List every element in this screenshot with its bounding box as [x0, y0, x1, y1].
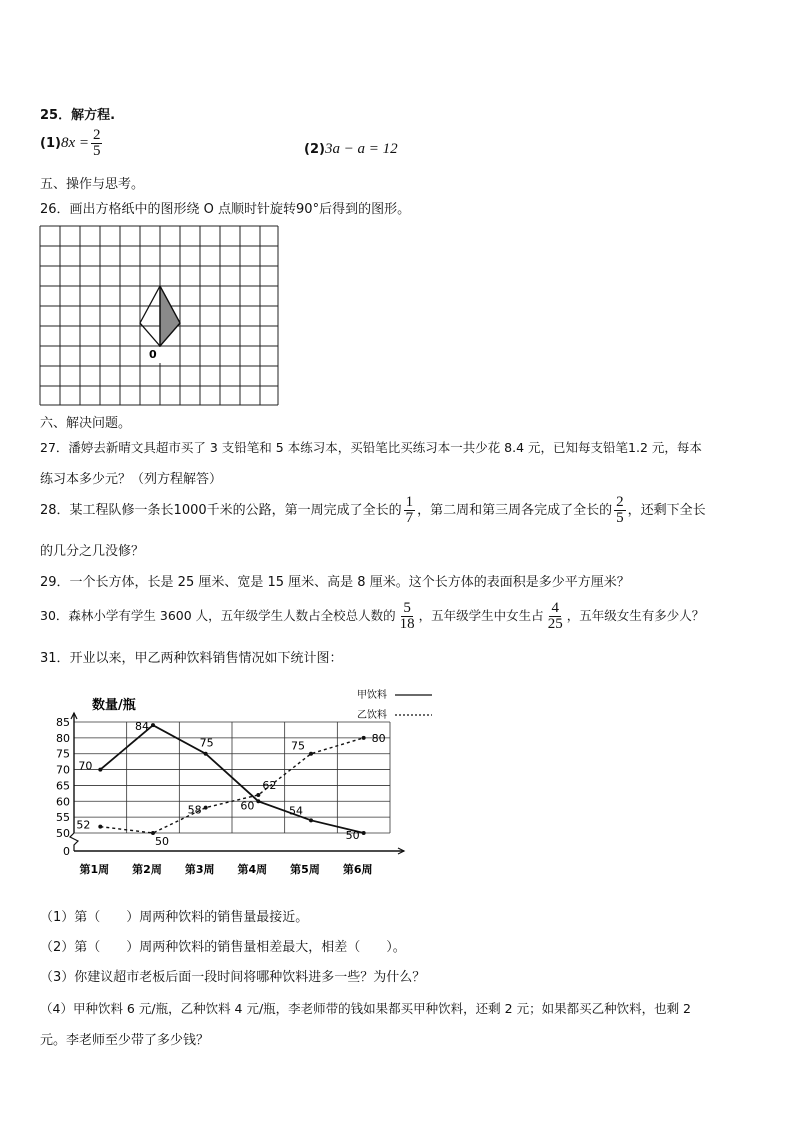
data-point — [204, 806, 208, 810]
q31-sub4-line2: 元。李老师至少带了多少钱？ — [40, 1033, 210, 1048]
section5-heading: 五、操作与思考。 — [40, 177, 145, 192]
data-point — [256, 799, 260, 803]
q31-sub4-line1: （4）甲种饮料 6 元/瓶，乙种饮料 4 元/瓶，李老师带的钱如果都买甲种饮料，还剩 2 元；如果都买乙种饮料，也剩 2 — [40, 1001, 692, 1016]
legend — [357, 688, 432, 721]
data-point — [151, 723, 155, 727]
chart-ylabel: 数量/瓶 — [92, 698, 136, 713]
data-label: 60 — [240, 799, 255, 813]
q30-line — [40, 601, 704, 632]
q26-text: 26．画出方格纸中的图形绕 O 点顺时针旋转90°后得到的图形。 — [40, 202, 411, 217]
y-tick-label: 60 — [56, 795, 70, 809]
q28-part-a: 28．某工程队修一条长1000千米的公路，第一周完成了全长的 — [40, 503, 402, 518]
x-tick-label: 第2周 — [132, 863, 162, 876]
data-point — [309, 818, 313, 822]
data-label: 80 — [371, 731, 386, 745]
y-tick-label: 50 — [56, 827, 70, 840]
data-point — [98, 768, 102, 772]
grid-figure — [38, 225, 282, 407]
q25-part2-equation: 3a − a = 12 — [324, 141, 398, 157]
q28-frac1-den: 7 — [405, 510, 414, 526]
x-tick-label: 第6周 — [342, 863, 373, 876]
legend-label-yi: 乙饮料 — [357, 710, 387, 721]
q29-text: 29．一个长方体，长是 25 厘米、宽是 15 厘米、高是 8 厘米。这个长方体的表面积是多少平方厘米？ — [40, 575, 630, 590]
q25-heading: 25．解方程. — [40, 108, 116, 123]
x-tick-label: 第3周 — [184, 863, 215, 876]
data-point — [362, 831, 366, 835]
q25-part1-fraction — [91, 128, 103, 159]
grid-lines — [40, 226, 278, 405]
data-label: 75 — [291, 739, 305, 753]
data-label: 58 — [187, 803, 202, 817]
data-point — [98, 825, 102, 829]
x-tick-label: 第1周 — [79, 863, 110, 876]
data-label: 50 — [155, 835, 169, 848]
q25-part1-den: 5 — [92, 143, 101, 159]
y-tick-label: 85 — [56, 716, 70, 729]
q28-frac2-den: 5 — [616, 510, 624, 526]
origin-label: 0 — [149, 348, 157, 361]
q25-part1-label: (1) — [40, 136, 61, 151]
q28-frac2-num: 2 — [616, 494, 624, 510]
q30-fraction2 — [546, 601, 565, 632]
q28-fraction2 — [614, 495, 626, 526]
q28-line1 — [40, 495, 706, 526]
data-label: 84 — [135, 720, 149, 734]
chart-series — [76, 720, 385, 848]
y-tick-label: 0 — [63, 845, 70, 858]
chart-ticks — [56, 716, 372, 876]
q28-part-c: ，还剩下全长 — [627, 503, 706, 518]
q28-line2: 的几分之几没修？ — [40, 544, 145, 559]
q30-frac2-num: 4 — [551, 600, 559, 616]
q30-part-a: 30．森林小学有学生 3600 人，五年级学生人数占全校总人数的 — [40, 608, 396, 623]
q30-frac1-den: 18 — [399, 616, 415, 632]
x-tick-label: 第5周 — [290, 863, 320, 876]
data-point — [204, 752, 208, 756]
sales-line-chart — [50, 685, 450, 885]
y-tick-label: 80 — [56, 731, 70, 745]
kite-shaded-half — [160, 286, 180, 346]
q30-part-b: ，五年级学生中女生占 — [418, 608, 544, 623]
q30-fraction1 — [398, 601, 417, 632]
q27-line1: 27．潘婷去新晴文具超市买了 3 支铅笔和 5 本练习本，买铅笔比买练习本一共少花 8.4 元，已知每支铅笔1.2 元，每本 — [40, 440, 702, 455]
q31-sub2: （2）第（ ）周两种饮料的销售量相差最大，相差（ ）。 — [40, 940, 406, 955]
origin-label-bg — [142, 347, 178, 363]
legend-label-jia: 甲饮料 — [357, 690, 387, 701]
q28-fraction1 — [404, 495, 416, 526]
y-tick-label: 70 — [56, 763, 70, 777]
q30-frac1-num: 5 — [403, 600, 411, 616]
q25-part1-num: 2 — [92, 127, 101, 143]
data-point — [256, 793, 260, 797]
y-tick-label: 55 — [56, 811, 70, 825]
y-tick-label: 65 — [56, 779, 70, 793]
data-label: 50 — [345, 829, 360, 842]
data-label: 70 — [78, 759, 93, 773]
q30-frac2-den: 25 — [547, 616, 563, 632]
q31-sub3: （3）你建议超市老板后面一段时间将哪种饮料进多一些？为什么？ — [40, 970, 426, 985]
data-label: 52 — [76, 818, 91, 832]
q25-part2 — [304, 141, 398, 158]
q31-sub1: （1）第（ ）周两种饮料的销售量最接近。 — [40, 910, 309, 925]
y-tick-label: 75 — [56, 747, 70, 761]
q25-part1-lhs: 8x = — [60, 135, 89, 151]
q28-frac1-num: 1 — [405, 494, 414, 510]
x-tick-label: 第4周 — [237, 863, 268, 876]
axis-break — [70, 833, 78, 851]
q30-part-c: ，五年级女生有多少人？ — [566, 608, 705, 623]
section6-heading: 六、解决问题。 — [40, 416, 132, 431]
q28-part-b: ，第二周和第三周各完成了全长的 — [417, 503, 613, 518]
q27-line2: 练习本多少元？（列方程解答） — [40, 472, 223, 487]
q25-part1 — [40, 128, 104, 159]
data-label: 62 — [262, 778, 277, 792]
data-point — [362, 736, 366, 740]
data-label: 75 — [199, 736, 214, 750]
q31-intro: 31．开业以来，甲乙两种饮料销售情况如下统计图： — [40, 651, 343, 666]
data-label: 54 — [289, 804, 303, 818]
q25-part2-label: (2) — [304, 142, 325, 157]
data-point — [309, 752, 313, 756]
